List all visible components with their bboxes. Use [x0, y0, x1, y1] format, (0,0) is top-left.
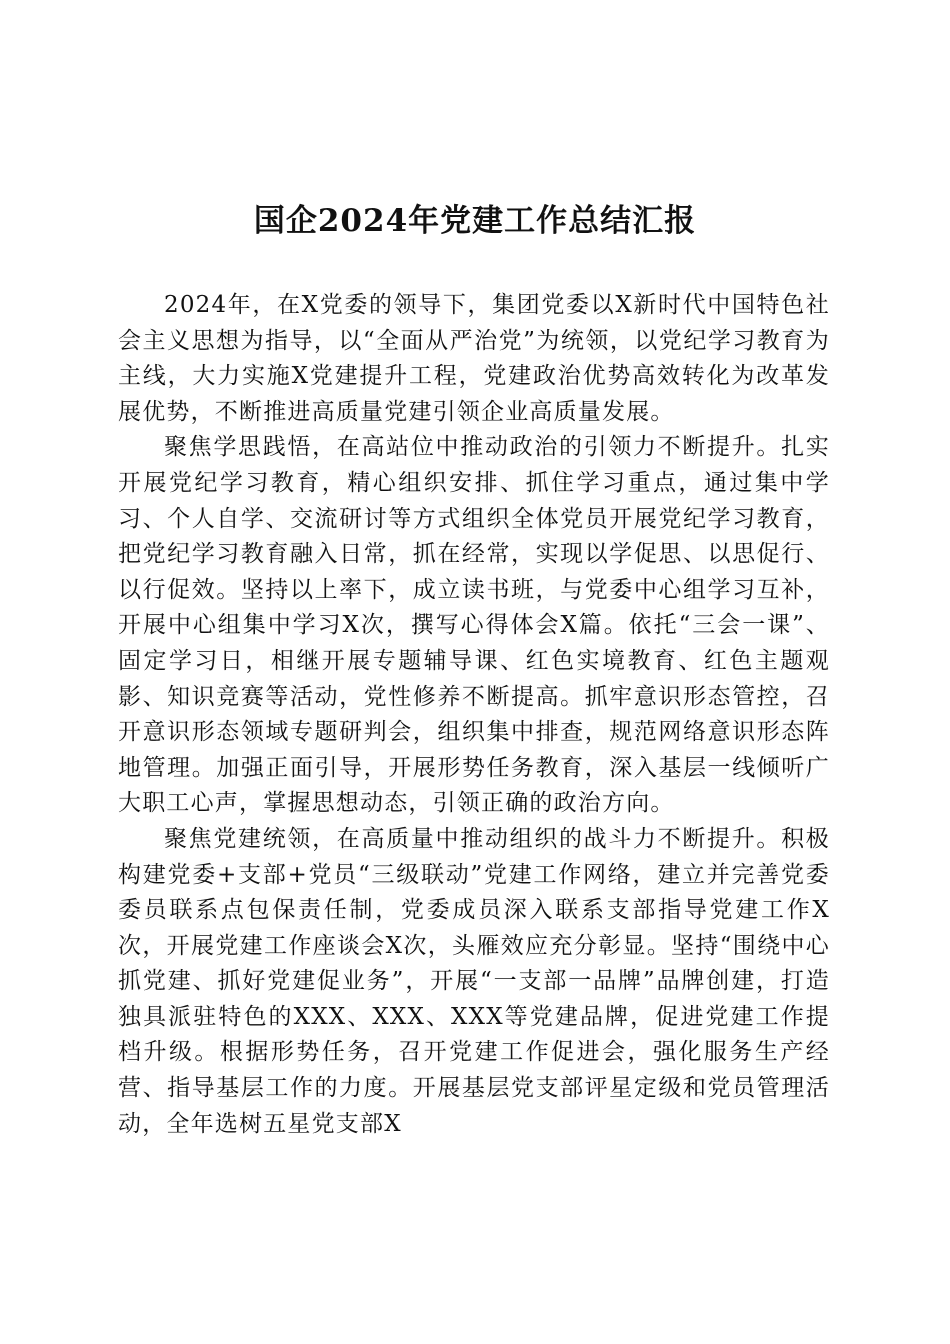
paragraph-political-leadership: 聚焦学思践悟，在高站位中推动政治的引领力不断提升。扎实开展党纪学习教育，精心组织安排、抓住学习重点，通过集中学习、个人自学、交流研讨等方式组织全体党员开展党纪学习教育，把党纪学习教育融入日常，抓在经常，实现以学促思、以思促行、以行促效。坚持以上率下，成立读书班，与党委中心组学习互补，开展中心组集中学习X次，撰写心得体会X篇。依托“三会一课”、固定学习日，相继开展专题辅导课、红色实境教育、红色主题观影、知识竞赛等活动，党性修养不断提高。抓牢意识形态管控，召开意识形态领域专题研判会，组织集中排查，规范网络意识形态阵地管理。加强正面引导，开展形势任务教育，深入基层一线倾听广大职工心声，掌握思想动态，引领正确的政治方向。: [118, 434, 830, 817]
paragraph-party-building: 聚焦党建统领，在高质量中推动组织的战斗力不断提升。积极构建党委+支部+党员“三级联动”党建工作网络，建立并完善党委委员联系点包保责任制，党委成员深入联系支部指导党建工作X次，开展党建工作座谈会X次，头雁效应充分彰显。坚持“围绕中心抓党建、抓好党建促业务”，开展“一支部一品牌”品牌创建，打造独具派驻特色的XXX、XXX、XXX等党建品牌，促进党建工作提档升级。根据形势任务，召开党建工作促进会，强化服务生产经营、指导基层工作的力度。开展基层党支部评星定级和党员管理活动，全年选树五星党支部X: [118, 825, 830, 1137]
document-body: [118, 288, 830, 1142]
document-title: 国企2024年党建工作总结汇报: [253, 203, 697, 239]
paragraph-intro: 2024年，在X党委的领导下，集团党委以X新时代中国特色社会主义思想为指导，以“全面从严治党”为统领，以党纪学习教育为主线，大力实施X党建提升工程，党建政治优势高效转化为改革发展优势，不断推进高质量党建引领企业高质量发展。: [118, 292, 830, 425]
